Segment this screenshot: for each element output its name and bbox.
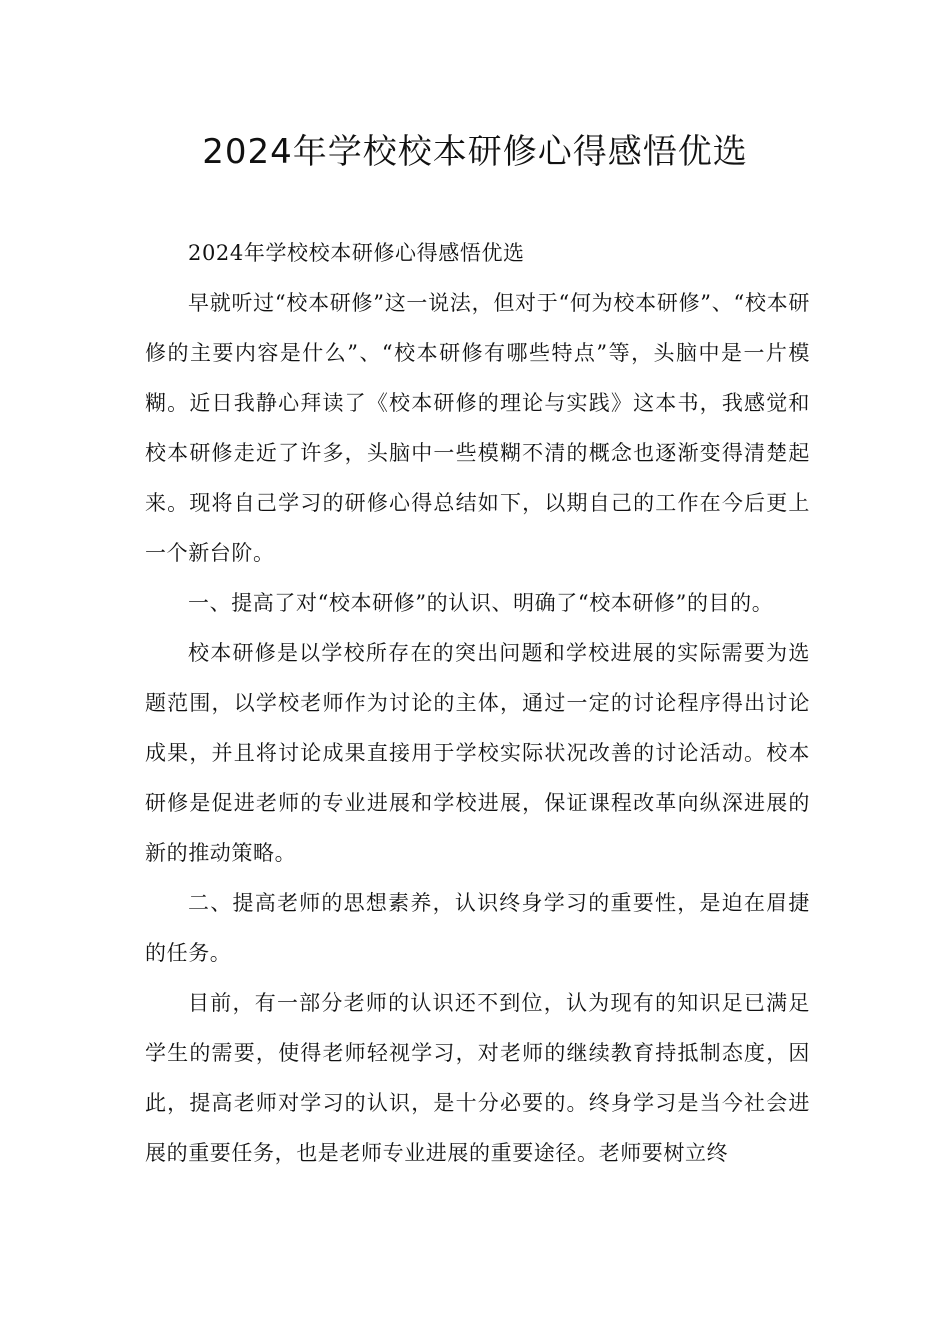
section-heading-1: 一、提高了对“校本研修”的认识、明确了“校本研修”的目的。 xyxy=(188,591,774,615)
intro-paragraph: 早就听过“校本研修”这一说法，但对于“何为校本研修”、“校本研修的主要内容是什么”、“校本研修有哪些特点”等，头脑中是一片模糊。近日我静心拜读了《校本研修的理论与实践》这本书，我感觉和校本研修走近了许多，头脑中一些模糊不清的概念也逐渐变得清楚起来。现将自己学习的研修心得总结如下，以期自己的工作在今后更上一个新台阶。 xyxy=(145,291,810,565)
section-heading-2: 二、提高老师的思想素养，认识终身学习的重要性，是迫在眉捷的任务。 xyxy=(145,891,810,965)
document-body xyxy=(145,228,810,1178)
subtitle-paragraph: 2024年学校校本研修心得感悟优选 xyxy=(188,241,525,265)
section-1-paragraph: 校本研修是以学校所存在的突出问题和学校进展的实际需要为选题范围，以学校老师作为讨论的主体，通过一定的讨论程序得出讨论成果，并且将讨论成果直接用于学校实际状况改善的讨论活动。校本研修是促进老师的专业进展和学校进展，保证课程改革向纵深进展的新的推动策略。 xyxy=(145,641,810,865)
document-title: 2024年学校校本研修心得感悟优选 xyxy=(202,132,748,172)
section-2-paragraph: 目前，有一部分老师的认识还不到位，认为现有的知识足已满足学生的需要，使得老师轻视学习，对老师的继续教育持抵制态度，因此，提高老师对学习的认识，是十分必要的。终身学习是当今社会进展的重要任务，也是老师专业进展的重要途径。老师要树立终 xyxy=(145,991,810,1165)
